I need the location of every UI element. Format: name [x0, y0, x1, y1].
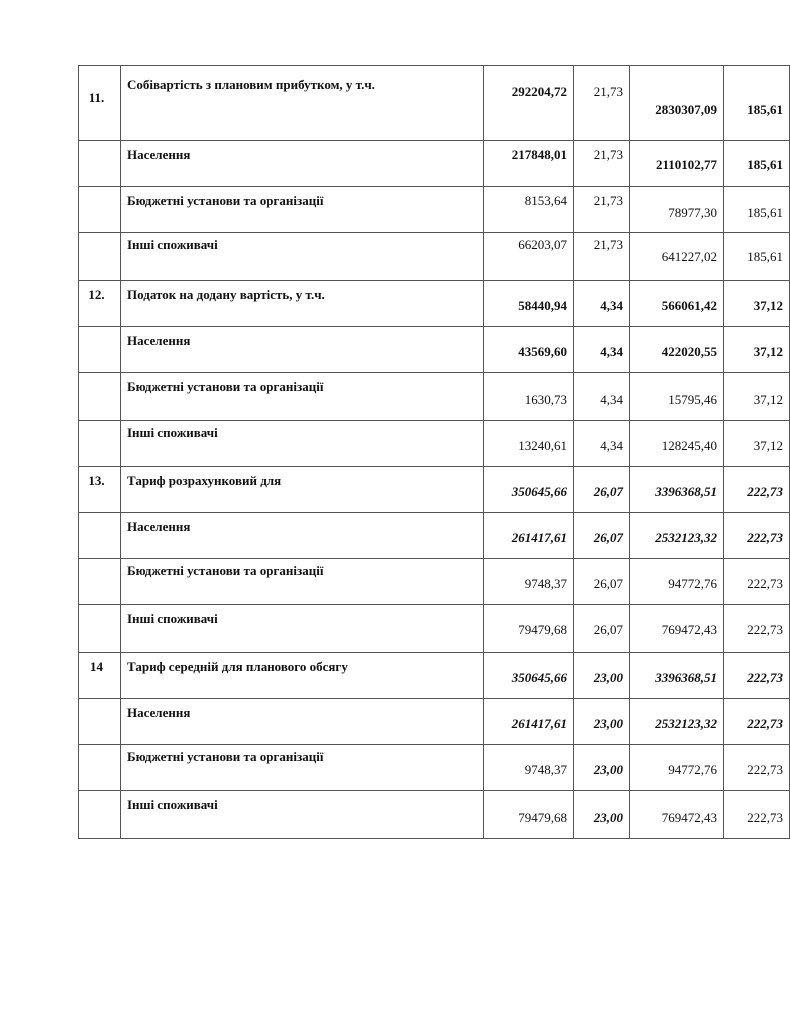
row-number — [79, 141, 121, 187]
cell-value: 37,12 — [724, 421, 790, 467]
table-row — [79, 233, 790, 281]
table-row — [79, 66, 790, 141]
cell-value: 79479,68 — [484, 791, 574, 839]
row-label: Інші споживачі — [121, 605, 484, 653]
row-label: Тариф середній для планового обсягу — [121, 653, 484, 699]
cell-value: 261417,61 — [484, 699, 574, 745]
row-number — [79, 233, 121, 281]
cell-value: 1630,73 — [484, 373, 574, 421]
cell-value: 78977,30 — [630, 187, 724, 233]
cell-value: 94772,76 — [630, 559, 724, 605]
cell-value: 222,73 — [724, 559, 790, 605]
table-row — [79, 513, 790, 559]
cell-value: 66203,07 — [484, 233, 574, 281]
cell-value: 566061,42 — [630, 281, 724, 327]
row-number — [79, 373, 121, 421]
table-row — [79, 605, 790, 653]
row-number — [79, 745, 121, 791]
cell-value: 422020,55 — [630, 327, 724, 373]
row-number — [79, 513, 121, 559]
row-label: Бюджетні установи та організації — [121, 559, 484, 605]
cell-value: 79479,68 — [484, 605, 574, 653]
cell-value: 21,73 — [574, 233, 630, 281]
cell-value: 222,73 — [724, 791, 790, 839]
row-number — [79, 791, 121, 839]
cell-value: 43569,60 — [484, 327, 574, 373]
cell-value: 185,61 — [724, 187, 790, 233]
cell-value: 769472,43 — [630, 791, 724, 839]
cell-value: 58440,94 — [484, 281, 574, 327]
row-number: 14 — [79, 653, 121, 699]
cell-value: 3396368,51 — [630, 467, 724, 513]
cell-value: 222,73 — [724, 605, 790, 653]
row-number — [79, 327, 121, 373]
cell-value: 3396368,51 — [630, 653, 724, 699]
cell-value: 261417,61 — [484, 513, 574, 559]
cell-value: 9748,37 — [484, 559, 574, 605]
table-row — [79, 699, 790, 745]
cell-value: 21,73 — [574, 187, 630, 233]
cell-value: 23,00 — [574, 699, 630, 745]
table-row — [79, 373, 790, 421]
table-row — [79, 187, 790, 233]
cell-value: 641227,02 — [630, 233, 724, 281]
table-row — [79, 467, 790, 513]
cell-value: 222,73 — [724, 745, 790, 791]
cell-value: 8153,64 — [484, 187, 574, 233]
cell-value: 2110102,77 — [630, 141, 724, 187]
cell-value: 26,07 — [574, 605, 630, 653]
cell-value: 94772,76 — [630, 745, 724, 791]
row-number — [79, 699, 121, 745]
row-number: 13. — [79, 467, 121, 513]
cell-value: 21,73 — [574, 66, 630, 141]
cell-value: 2830307,09 — [630, 66, 724, 141]
row-label: Бюджетні установи та організації — [121, 745, 484, 791]
cell-value: 2532123,32 — [630, 699, 724, 745]
cell-value: 222,73 — [724, 513, 790, 559]
cell-value: 26,07 — [574, 559, 630, 605]
cell-value: 217848,01 — [484, 141, 574, 187]
row-label: Собівартість з плановим прибутком, у т.ч. — [121, 66, 484, 141]
cell-value: 128245,40 — [630, 421, 724, 467]
cell-value: 37,12 — [724, 281, 790, 327]
cell-value: 37,12 — [724, 373, 790, 421]
row-number — [79, 605, 121, 653]
tariff-table — [78, 65, 790, 839]
cell-value: 350645,66 — [484, 653, 574, 699]
cell-value: 26,07 — [574, 467, 630, 513]
row-label: Податок на додану вартість, у т.ч. — [121, 281, 484, 327]
cell-value: 23,00 — [574, 653, 630, 699]
row-label: Бюджетні установи та організації — [121, 373, 484, 421]
cell-value: 4,34 — [574, 373, 630, 421]
row-label: Інші споживачі — [121, 233, 484, 281]
row-label: Населення — [121, 513, 484, 559]
cell-value: 222,73 — [724, 653, 790, 699]
cell-value: 4,34 — [574, 281, 630, 327]
row-label: Інші споживачі — [121, 421, 484, 467]
cell-value: 26,07 — [574, 513, 630, 559]
cell-value: 9748,37 — [484, 745, 574, 791]
row-number — [79, 421, 121, 467]
table-row — [79, 745, 790, 791]
table-row — [79, 559, 790, 605]
table-row — [79, 421, 790, 467]
row-label: Бюджетні установи та організації — [121, 187, 484, 233]
row-number — [79, 559, 121, 605]
cell-value: 222,73 — [724, 467, 790, 513]
cell-value: 350645,66 — [484, 467, 574, 513]
cell-value: 222,73 — [724, 699, 790, 745]
cell-value: 185,61 — [724, 66, 790, 141]
cell-value: 2532123,32 — [630, 513, 724, 559]
cell-value: 15795,46 — [630, 373, 724, 421]
table-row — [79, 791, 790, 839]
table-row — [79, 281, 790, 327]
cell-value: 4,34 — [574, 327, 630, 373]
cell-value: 185,61 — [724, 141, 790, 187]
row-number: 11. — [79, 66, 121, 141]
cell-value: 292204,72 — [484, 66, 574, 141]
row-number — [79, 187, 121, 233]
cell-value: 23,00 — [574, 791, 630, 839]
cell-value: 21,73 — [574, 141, 630, 187]
row-label: Інші споживачі — [121, 791, 484, 839]
cell-value: 23,00 — [574, 745, 630, 791]
cell-value: 4,34 — [574, 421, 630, 467]
table-row — [79, 141, 790, 187]
row-label: Тариф розрахунковий для — [121, 467, 484, 513]
table-row — [79, 653, 790, 699]
row-label: Населення — [121, 699, 484, 745]
row-label: Населення — [121, 141, 484, 187]
cell-value: 13240,61 — [484, 421, 574, 467]
cell-value: 769472,43 — [630, 605, 724, 653]
row-label: Населення — [121, 327, 484, 373]
cell-value: 185,61 — [724, 233, 790, 281]
table-row — [79, 327, 790, 373]
cell-value: 37,12 — [724, 327, 790, 373]
row-number: 12. — [79, 281, 121, 327]
